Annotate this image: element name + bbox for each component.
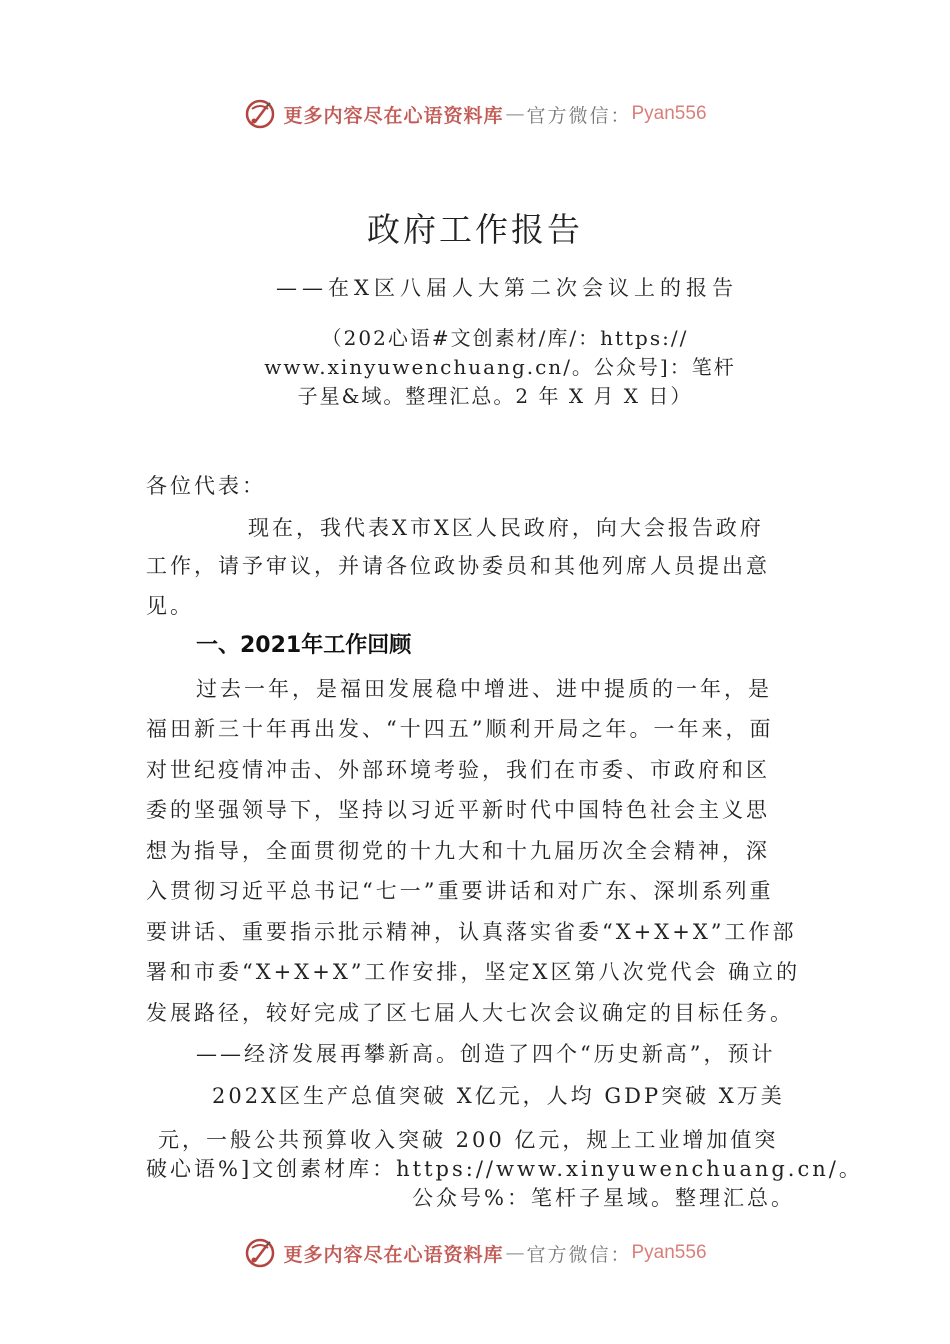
- body-line: 要讲话、重要指示批示精神，认真落实省委“X+X+X”工作部: [146, 920, 797, 944]
- watermark-label: 官方微信：: [526, 104, 632, 127]
- intro-line: 现在，我代表X市X区人民政府，向大会报告政府: [248, 516, 764, 540]
- intro-line: 工作，请予审议，并请各位政协委员和其他列席人员提出意: [146, 554, 770, 578]
- body-line: 元，一般公共预算收入突破 200 亿元，规上工业增加值突: [158, 1128, 779, 1152]
- body-line: 过去一年，是福田发展稳中增进、进中提质的一年，是: [196, 677, 772, 701]
- body-line: 署和市委“X+X+X”工作安排，坚定X区第八次党代会 确立的: [146, 960, 801, 984]
- watermark-id: Pyan556: [631, 103, 707, 124]
- document-meta-line: www.xinyuwenchuang.cn/。公众号]：笔杆: [264, 355, 736, 379]
- document-meta-line: （202心语#文创素材/库/：https://: [321, 326, 689, 350]
- salutation: 各位代表：: [146, 474, 266, 498]
- logo-icon: [243, 1236, 277, 1270]
- watermark-separator: —: [505, 103, 525, 125]
- body-line: 想为指导，全面贯彻党的十九大和十九届历次全会精神，深: [146, 839, 770, 863]
- watermark-label: 官方微信：: [526, 1243, 632, 1266]
- body-line: 发展路径，较好完成了区七届人大七次会议确定的目标任务。: [146, 1001, 794, 1025]
- watermark-text: 更多内容尽在心语资料库: [283, 1243, 504, 1266]
- body-line: 委的坚强领导下，坚持以习近平新时代中国特色社会主义思: [146, 798, 770, 822]
- document-subtitle: ——在X区八届人大第二次会议上的报告: [276, 276, 738, 300]
- section-heading: 一、2021年工作回顾: [196, 633, 412, 658]
- watermark-banner-top: [0, 94, 950, 134]
- body-line: 破心语%]文创素材库：https://www.xinyuwenchuang.cn/。: [146, 1157, 863, 1181]
- watermark-banner-bottom: [0, 1233, 950, 1273]
- body-line: 202X区生产总值突破 X亿元，人均 GDP突破 X万美: [212, 1084, 785, 1108]
- watermark-id: Pyan556: [631, 1242, 707, 1263]
- intro-line: 见。: [146, 594, 194, 618]
- watermark-separator: —: [505, 1242, 525, 1264]
- document-title: 政府工作报告: [367, 210, 583, 249]
- watermark-text: 更多内容尽在心语资料库: [283, 104, 504, 127]
- body-line: 福田新三十年再出发、“十四五”顺利开局之年。一年来，面: [146, 717, 774, 741]
- logo-icon: [243, 97, 277, 131]
- document-meta-line: 子星&域。整理汇总。2 年 X 月 X 日）: [297, 384, 693, 408]
- body-line: 入贯彻习近平总书记“七一”重要讲话和对广东、深圳系列重: [146, 879, 774, 903]
- body-line: 公众号%：笔杆子星域。整理汇总。: [412, 1186, 795, 1210]
- body-line: ——经济发展再攀新高。创造了四个“历史新高”，预计: [196, 1042, 776, 1066]
- body-line: 对世纪疫情冲击、外部环境考验，我们在市委、市政府和区: [146, 758, 770, 782]
